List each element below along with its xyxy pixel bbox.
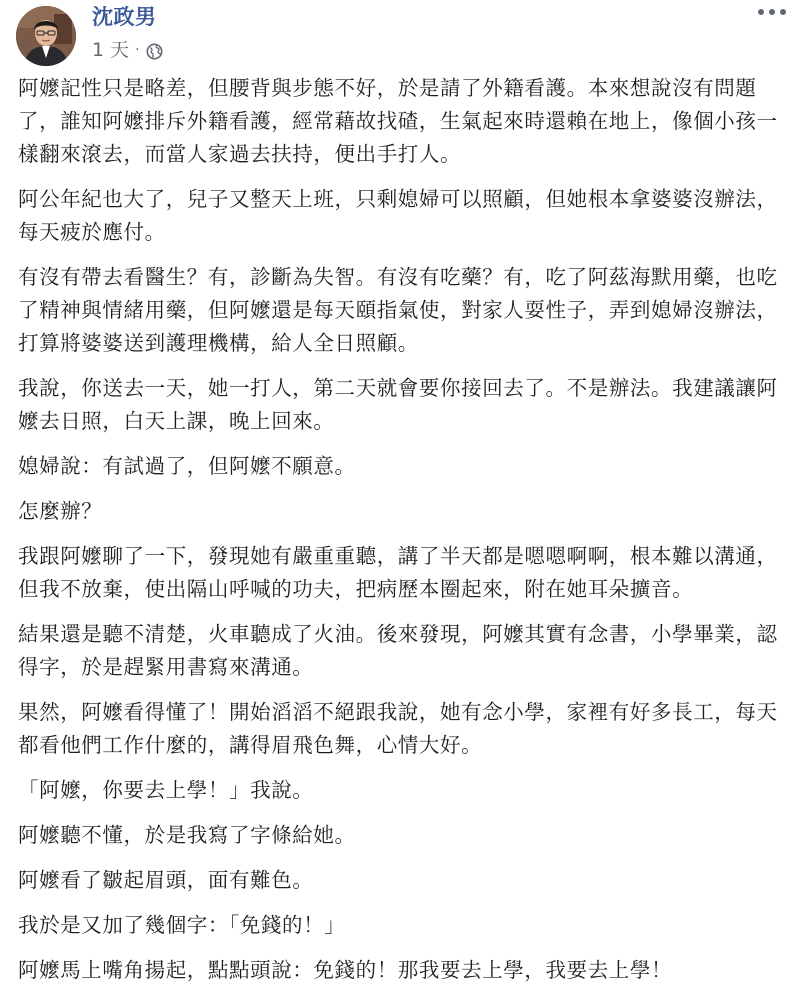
post-paragraph: 我跟阿嬤聊了一下，發現她有嚴重重聽，講了半天都是嗯嗯啊啊，根本難以溝通，但我不放棄，使出隔山呼喊的功夫，把病歷本圈起來，附在她耳朵擴音。 — [18, 544, 778, 601]
post-timestamp[interactable]: 1 天 — [92, 39, 130, 61]
post-paragraph: 媳婦說：有試過了，但阿嬤不願意。 — [18, 454, 356, 478]
post-paragraph: 阿嬤馬上嘴角揚起，點點頭說：免錢的！那我要去上學，我要去上學！ — [18, 958, 673, 982]
post-paragraph: 結果還是聽不清楚，火車聽成了火油。後來發現，阿嬤其實有念書，小學畢業，認得字，於是趕緊用書寫來溝通。 — [18, 622, 778, 679]
more-options-icon[interactable] — [758, 4, 786, 20]
more-dot — [780, 9, 786, 15]
post-header — [0, 0, 800, 70]
post-paragraph: 我於是又加了幾個字：「免錢的！」 — [18, 913, 346, 937]
post-paragraph: 阿嬤聽不懂，於是我寫了字條給她。 — [18, 823, 356, 847]
post-paragraph: 我說，你送去一天，她一打人，第二天就會要你接回去了。不是辦法。我建議讓阿嬤去日照，白天上課，晚上回來。 — [18, 376, 778, 433]
post-paragraph: 阿公年紀也大了，兒子又整天上班，只剩媳婦可以照顧，但她根本拿婆婆沒辦法，每天疲於應付。 — [18, 187, 778, 244]
post-paragraph: 阿嬤記性只是略差，但腰背與步態不好，於是請了外籍看護。本來想說沒有問題了，誰知阿嬤排斥外籍看護，經常藉故找碴，生氣起來時還賴在地上，像個小孩一樣翻來滾去，而當人家過去扶持，便出手打人。 — [18, 76, 778, 166]
post-paragraph: 有沒有帶去看醫生？有，診斷為失智。有沒有吃藥？有，吃了阿茲海默用藥，也吃了精神與情緒用藥，但阿嬤還是每天頤指氣使，對家人耍性子，弄到媳婦沒辦法，打算將婆婆送到護理機構，給人全日照顧。 — [18, 265, 778, 355]
more-dot — [758, 9, 764, 15]
author-name[interactable]: 沈政男 — [92, 5, 157, 29]
post-meta — [92, 38, 163, 62]
avatar-image — [16, 6, 76, 66]
more-dot — [769, 9, 775, 15]
post-paragraph: 阿嬤看了皺起眉頭，面有難色。 — [18, 868, 314, 892]
globe-icon[interactable] — [146, 42, 163, 59]
meta-separator: · — [135, 42, 140, 58]
post-body — [18, 72, 784, 999]
post-paragraph: 怎麼辦？ — [18, 499, 103, 523]
post-paragraph: 「阿嬤，你要去上學！」我說。 — [18, 778, 314, 802]
post-paragraph: 果然，阿嬤看得懂了！開始滔滔不絕跟我說，她有念小學，家裡有好多長工，每天都看他們工作什麼的，講得眉飛色舞，心情大好。 — [18, 700, 778, 757]
author-avatar[interactable] — [16, 6, 76, 66]
